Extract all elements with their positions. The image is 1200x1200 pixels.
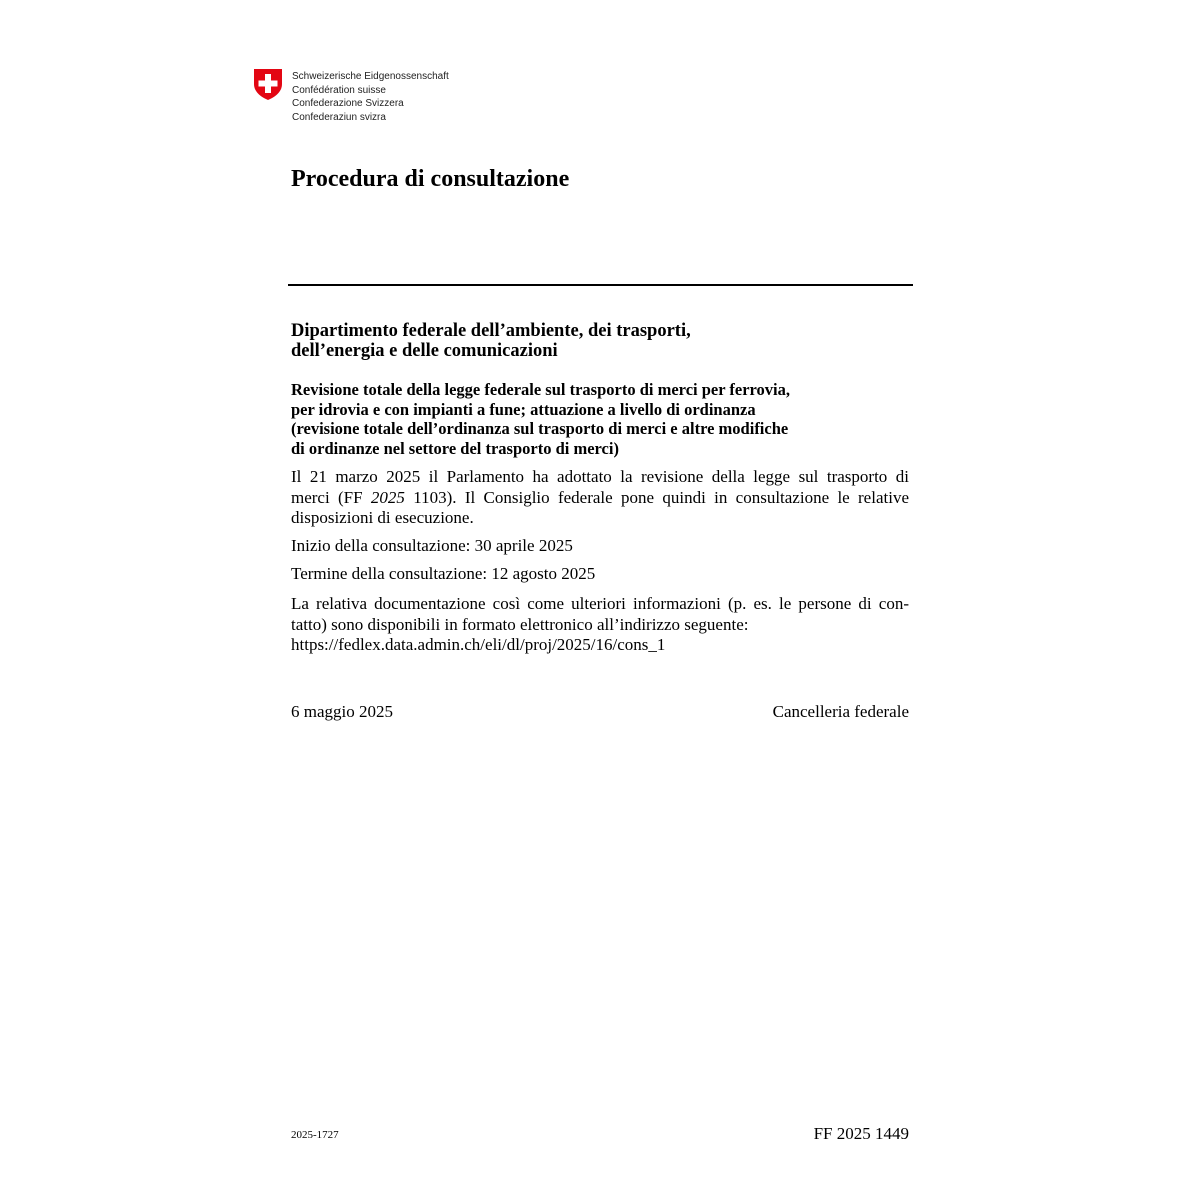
intro-paragraph bbox=[291, 467, 909, 529]
consultation-end: Termine della consultazione: 12 agosto 2025 bbox=[291, 564, 596, 583]
federal-gazette-reference: FF 2025 1449 bbox=[813, 1124, 909, 1143]
intro-line bbox=[291, 488, 909, 509]
department-line: Dipartimento federale dell’ambiente, dei trasporti, bbox=[291, 321, 691, 341]
documentation-line: tatto) sono disponibili in formato elettronico all’indirizzo seguente: bbox=[291, 614, 749, 634]
publication-date: 6 maggio 2025 bbox=[291, 702, 393, 721]
intro-text: 1103). Il Consiglio federale pone quindi in consultazione le relative bbox=[404, 487, 909, 507]
documentation-line: La relativa documentazione così come ulteriori informazioni (p. es. le persone di con- bbox=[291, 594, 909, 613]
confederation-name-french: Confédération suisse bbox=[292, 84, 386, 96]
issuer-name: Cancelleria federale bbox=[772, 702, 909, 721]
title-divider bbox=[288, 284, 913, 286]
subject-line: (revisione totale dell’ordinanza sul trasporto di merci e altre modifiche bbox=[291, 419, 789, 438]
intro-year-italic: 2025 bbox=[370, 487, 405, 507]
documentation-paragraph bbox=[291, 594, 909, 656]
confederation-name-romansh: Confederaziun svizra bbox=[292, 111, 386, 123]
subject-line: di ordinanze nel settore del trasporto di merci) bbox=[291, 438, 619, 458]
department-line: dell’energia e delle comunicazioni bbox=[291, 341, 558, 361]
confederation-names bbox=[292, 70, 449, 124]
page-title: Procedura di consultazione bbox=[291, 166, 570, 192]
cross-horizontal-bar bbox=[259, 81, 278, 87]
swiss-coat-of-arms-icon bbox=[253, 68, 283, 101]
subject-line: per idrovia e con impianti a fune; attuazione a livello di ordinanza bbox=[291, 399, 756, 419]
confederation-name-italian: Confederazione Svizzera bbox=[292, 98, 404, 110]
intro-line: disposizioni di esecuzione. bbox=[291, 508, 474, 527]
intro-text: merci (FF bbox=[291, 487, 371, 507]
subject-line: Revisione totale della legge federale sul trasporto di merci per ferrovia, bbox=[291, 380, 791, 399]
document-number: 2025-1727 bbox=[291, 1129, 339, 1141]
department-heading bbox=[291, 321, 691, 361]
documentation-link[interactable]: https://fedlex.data.admin.ch/eli/dl/proj/2025/16/cons_1 bbox=[291, 635, 666, 654]
intro-line: Il 21 marzo 2025 il Parlamento ha adottato la revisione della legge sul trasporto di bbox=[291, 467, 909, 486]
confederation-name-german: Schweizerische Eidgenossenschaft bbox=[292, 71, 449, 82]
consultation-subject bbox=[291, 380, 790, 458]
consultation-start: Inizio della consultazione: 30 aprile 2025 bbox=[291, 536, 573, 555]
